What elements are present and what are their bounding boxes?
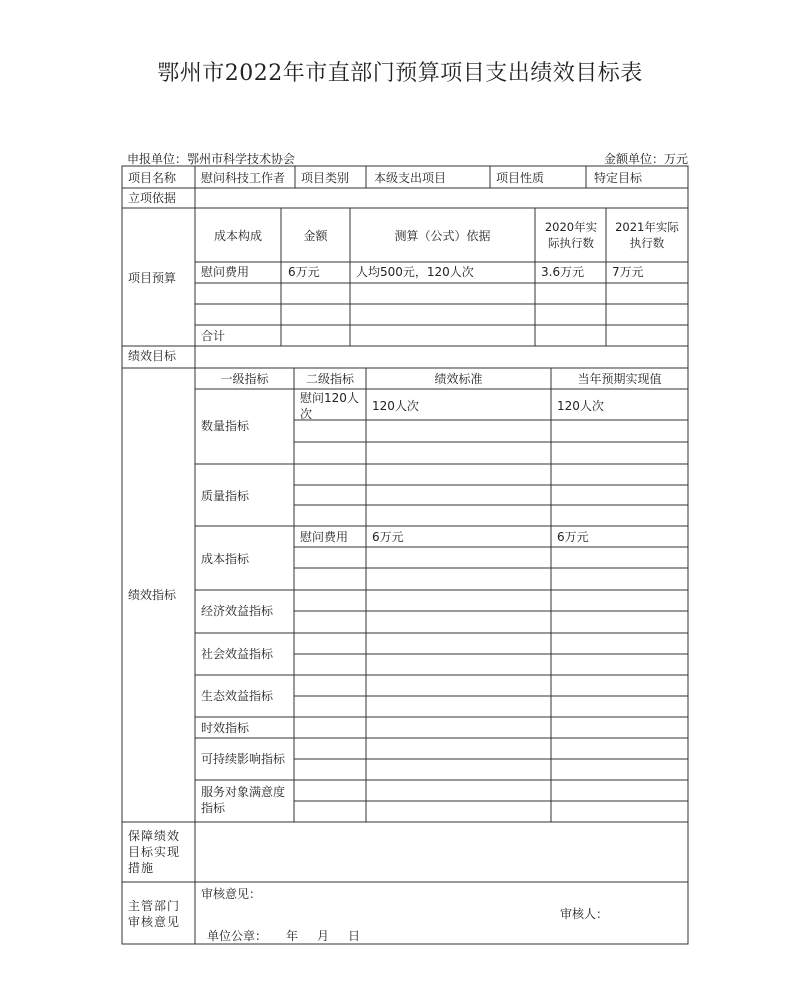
timeliness-indicator-label: 时效指标 — [201, 721, 250, 735]
quality-indicator-label: 质量指标 — [201, 489, 250, 503]
seal-label: 单位公章： — [207, 929, 268, 943]
review-section-label: 主管部门审核意见 — [128, 899, 181, 929]
budget-section-label: 项目预算 — [128, 271, 177, 285]
budget-row-2020: 3.6万元 — [541, 265, 585, 279]
project-nature-label: 项目性质 — [496, 171, 545, 185]
economic-indicator-label: 经济效益指标 — [201, 604, 274, 618]
quantity-indicator-label: 数量指标 — [201, 419, 250, 433]
page-title: 鄂州市2022年市直部门预算项目支出绩效目标表 — [157, 61, 643, 86]
applicant-unit: 申报单位：鄂州市科学技术协会 — [127, 152, 296, 166]
year-label: 年 — [286, 929, 299, 943]
cost-standard: 6万元 — [372, 530, 404, 544]
budget-row-amount: 6万元 — [288, 265, 320, 279]
project-name-label: 项目名称 — [128, 171, 177, 185]
goal-label: 绩效目标 — [128, 349, 177, 363]
indicators-col-standard: 绩效标准 — [434, 372, 483, 386]
budget-row-2021: 7万元 — [612, 265, 644, 279]
budget-col-2021: 2021年实际执行数 — [615, 220, 679, 250]
budget-total-label: 合计 — [201, 329, 226, 343]
budget-row-calc: 人均500元，120人次 — [356, 265, 474, 279]
reviewer-label: 审核人： — [560, 907, 609, 921]
indicators-section-label: 绩效指标 — [128, 588, 177, 602]
cost-indicator-label: 成本指标 — [201, 552, 250, 566]
project-category-value: 本级支出项目 — [374, 171, 447, 185]
cost-expected: 6万元 — [557, 530, 589, 544]
indicators-col-expected: 当年预期实现值 — [577, 372, 662, 386]
satisfaction-indicator-label: 服务对象满意度指标 — [201, 785, 286, 815]
sustainable-indicator-label: 可持续影响指标 — [201, 752, 286, 766]
amount-unit: 金额单位：万元 — [603, 152, 688, 166]
budget-col-cost: 成本构成 — [213, 229, 262, 243]
cost-level2: 慰问费用 — [300, 530, 349, 544]
day-label: 日 — [348, 929, 361, 943]
budget-row-cost: 慰问费用 — [201, 265, 250, 279]
measures-label: 保障绩效目标实现措施 — [128, 829, 181, 875]
social-indicator-label: 社会效益指标 — [201, 647, 274, 661]
indicators-col-level2: 二级指标 — [305, 372, 354, 386]
indicators-col-level1: 一级指标 — [220, 372, 269, 386]
month-label: 月 — [317, 929, 330, 943]
project-name-value: 慰问科技工作者 — [201, 171, 286, 185]
budget-col-2020: 2020年实际执行数 — [544, 220, 598, 250]
budget-col-amount: 金额 — [303, 229, 328, 243]
review-opinion-label: 审核意见： — [201, 887, 262, 901]
project-category-label: 项目类别 — [301, 171, 350, 185]
quantity-expected: 120人次 — [557, 399, 604, 413]
basis-label: 立项依据 — [128, 191, 177, 205]
quantity-standard: 120人次 — [372, 399, 419, 413]
budget-col-calc: 测算（公式）依据 — [394, 229, 491, 243]
ecological-indicator-label: 生态效益指标 — [201, 689, 274, 703]
quantity-level2: 慰问120人次 — [300, 391, 359, 421]
project-nature-value: 特定目标 — [594, 171, 643, 185]
